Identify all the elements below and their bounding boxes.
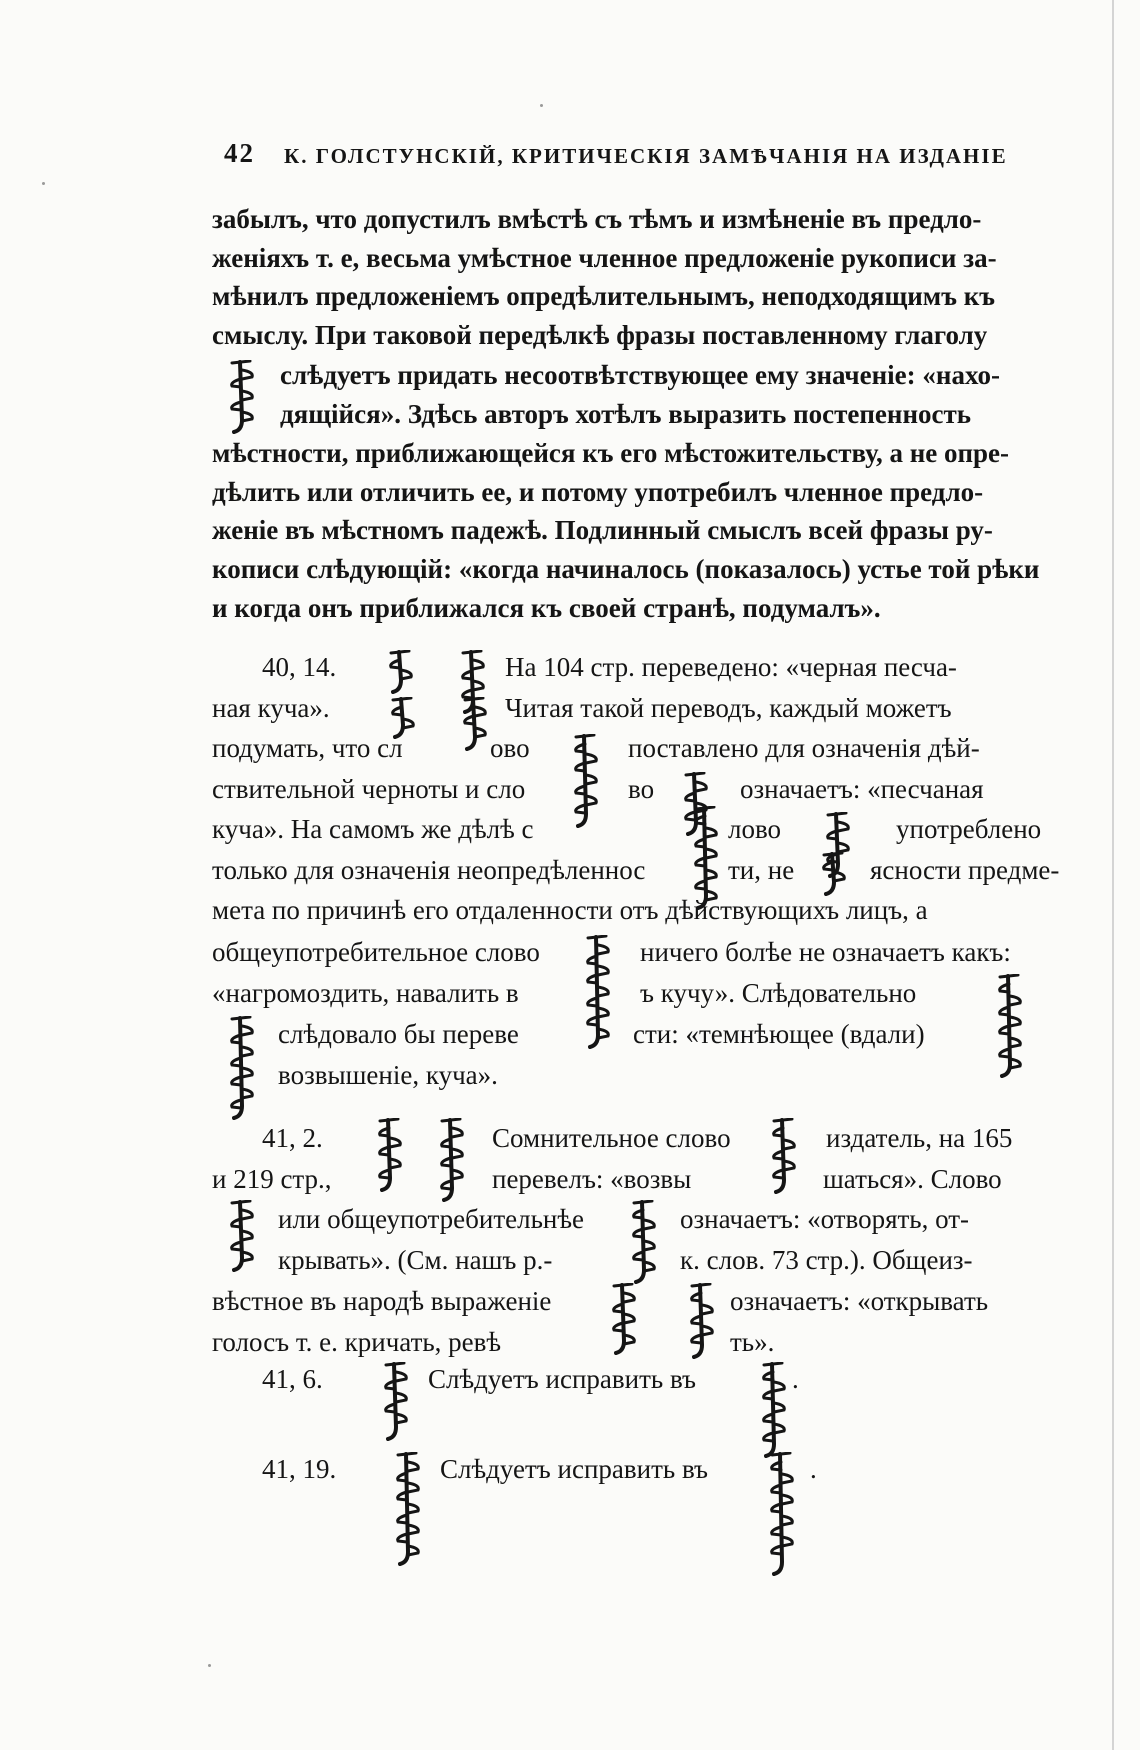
page-number: 42 (224, 138, 255, 168)
p40-frag-2: ная куча». (212, 693, 330, 723)
mongolian-word-icon (758, 1362, 792, 1460)
p40-frag-21: слѣдовало бы переве (278, 1019, 519, 1049)
p40-frag-6: поставлено для означенія дѣй- (628, 733, 980, 763)
paragraph-1-line-6: дящійся». Здѣсь авторъ хотѣлъ выразить постепенность (280, 399, 972, 429)
p41-2-frag-12: голосъ т. е. кричать, ревѣ (212, 1327, 502, 1357)
p40-frag-15: ясности предме- (870, 855, 1060, 885)
p41-19-end: . (810, 1454, 817, 1484)
p40-frag-13: только для означенія неопредѣленнос (212, 855, 646, 885)
paragraph-1-line-3: мѣнилъ предложеніемъ опредѣлительнымъ, неподходящимъ къ (212, 281, 995, 311)
p40-frag-4: подумать, что сл (212, 733, 403, 763)
p41-2-frag-1: Сомнительное слово (492, 1123, 731, 1153)
mongolian-word-icon (628, 1200, 662, 1286)
p40-frag-14: ти, не (728, 855, 795, 885)
dust-speck (208, 1664, 211, 1667)
p40-frag-17: общеупотребительное слово (212, 937, 540, 967)
mongolian-word-icon (387, 697, 421, 741)
mongolian-word-icon (380, 1362, 414, 1443)
p40-frag-10: куча». На самомъ же дѣлѣ с (212, 814, 534, 844)
paragraph-1-line-1: забылъ, что допустилъ вмѣстѣ съ тѣмъ и измѣненіе въ предло- (212, 204, 982, 234)
p40-frag-8: во (628, 774, 655, 804)
p40-frag-1: На 104 стр. переведено: «черная песча- (505, 652, 957, 682)
mongolian-word-icon (570, 734, 604, 830)
paragraph-1-line-8: дѣлить или отличить ее, и потому употребилъ членное предло- (212, 477, 984, 507)
p41-19-text: Слѣдуетъ исправить въ (440, 1454, 708, 1484)
p40-frag-5: ово (490, 733, 530, 763)
mongolian-word-icon (436, 1118, 470, 1204)
paragraph-1-line-11: и когда онъ приближался къ своей странѣ, подумалъ». (212, 593, 881, 623)
paragraph-1-line-9: женіе въ мѣстномъ падежѣ. Подлинный смыслъ всей фразы ру- (212, 515, 993, 545)
p41-2-frag-11: означаетъ: «открывать (730, 1286, 989, 1316)
p40-frag-11: лово (728, 814, 782, 844)
p40-frag-22: сти: «темнѣющее (вдали) (633, 1019, 925, 1049)
mongolian-word-icon (374, 1118, 408, 1194)
p40-frag-19: «нагромоздить, навалить в (212, 978, 519, 1008)
p41-2-frag-3: и 219 стр., (212, 1164, 332, 1194)
mongolian-word-icon (608, 1283, 642, 1357)
p41-2-frag-9: к. слов. 73 стр.). Общеиз- (680, 1245, 973, 1275)
p40-frag-20: ъ кучу». Слѣдовательно (640, 978, 917, 1008)
dust-speck (540, 104, 543, 107)
mongolian-word-icon (768, 1118, 802, 1196)
mongolian-word-icon (392, 1452, 426, 1568)
running-title: К. ГОЛСТУНСКІЙ, КРИТИЧЕСКІЯ ЗАМѢЧАНІЯ НА ИЗДАНІЕ (284, 144, 1008, 168)
p41-2-frag-5: шаться». Слово (823, 1164, 1002, 1194)
running-header (224, 138, 1064, 174)
p40-frag-23: возвышеніе, куча». (278, 1060, 498, 1090)
paragraph-1-line-5: слѣдуетъ придать несоотвѣтствующее ему значеніе: «нахо- (280, 360, 1000, 390)
p40-frag-3: Читая такой переводъ, каждый можетъ (505, 693, 952, 723)
mongolian-word-icon (994, 974, 1028, 1080)
mongolian-word-icon (226, 1200, 260, 1274)
ref-41-6: 41, 6. (262, 1364, 323, 1394)
mongolian-word-icon (690, 806, 724, 912)
p40-frag-7: ствительной черноты и сло (212, 774, 526, 804)
p41-2-frag-4: перевелъ: «возвы (492, 1164, 692, 1194)
paragraph-1-line-2: женіяхъ т. е, весьма умѣстное членное предложеніе рукописи за- (212, 243, 997, 273)
mongolian-word-icon (818, 852, 852, 898)
paragraph-1-line-10: кописи слѣдующій: «когда начиналось (показалось) устье той рѣки (212, 554, 1040, 584)
page-edge-line (1112, 0, 1114, 1750)
dust-speck (42, 182, 45, 185)
ref-41-2: 41, 2. (262, 1123, 323, 1153)
mongolian-word-icon (385, 650, 419, 696)
p41-6-end: . (792, 1364, 799, 1394)
p41-6-text: Слѣдуетъ исправить въ (428, 1364, 696, 1394)
p40-frag-16: мета по причинѣ его отдаленности отъ дѣйствующихъ лицъ, а (212, 895, 928, 925)
p40-frag-9: означаетъ: «песчаная (740, 774, 984, 804)
mongolian-word-icon (766, 1452, 800, 1578)
mongolian-word-icon (459, 697, 493, 753)
p41-2-frag-13: ть». (730, 1327, 775, 1357)
mongolian-word-icon (686, 1283, 720, 1361)
p41-2-frag-2: издатель, на 165 (826, 1123, 1013, 1153)
paragraph-1-line-7: мѣстности, приближающейся къ его мѣстожительству, а не опре- (212, 438, 1010, 468)
mongolian-word-icon (226, 1016, 260, 1122)
ref-40-14: 40, 14. (262, 652, 337, 682)
mongolian-word-icon (226, 360, 260, 436)
p40-frag-12: употреблено (896, 814, 1042, 844)
p41-2-frag-8: крывать». (См. нашъ р.- (278, 1245, 553, 1275)
mongolian-word-icon (582, 935, 616, 1051)
p41-2-frag-10: вѣстное въ народѣ выраженіе (212, 1286, 552, 1316)
ref-41-19: 41, 19. (262, 1454, 337, 1484)
p41-2-frag-7: означаетъ: «отворять, от- (680, 1204, 970, 1234)
p41-2-frag-6: или общеупотребительнѣе (278, 1204, 585, 1234)
paragraph-1-line-4: смыслу. При таковой передѣлкѣ фразы поставленному глаголу (212, 320, 988, 350)
p40-frag-18: ничего болѣе не означаетъ какъ: (640, 937, 1011, 967)
